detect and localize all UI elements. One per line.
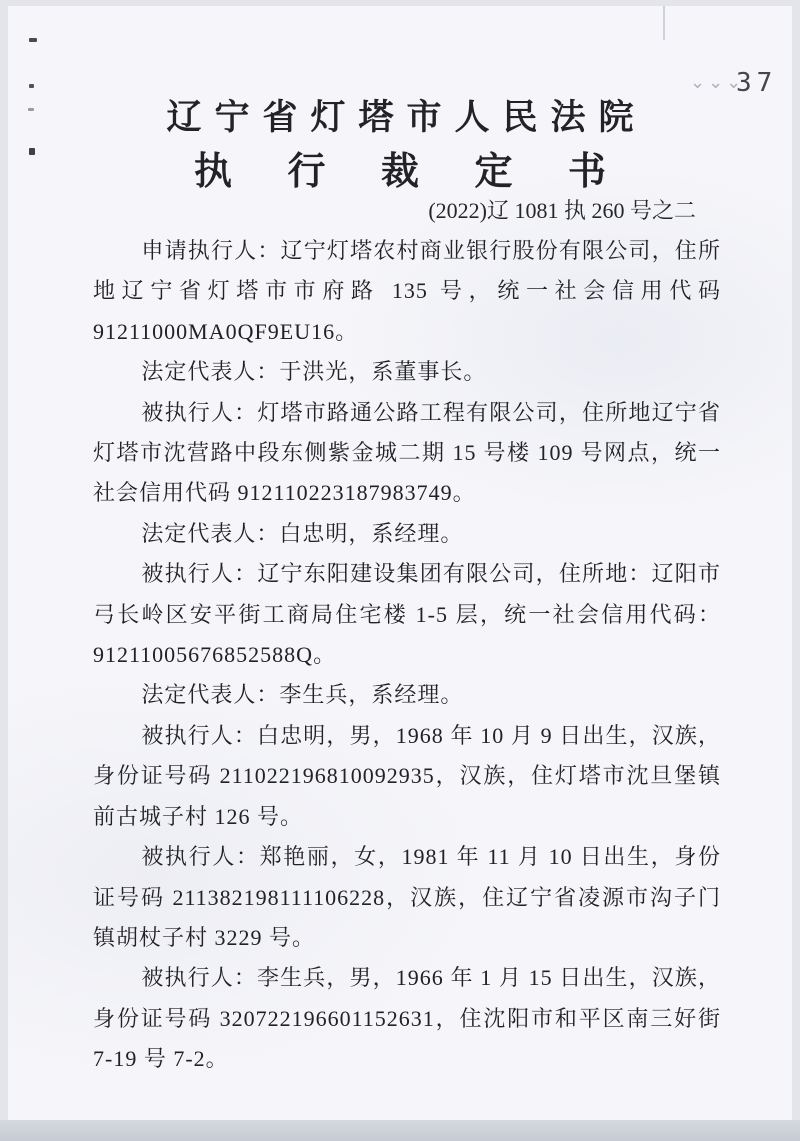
scan-fold-artifact — [663, 6, 665, 40]
legal-rep-paragraph: 法定代表人：李生兵，系经理。 — [141, 682, 464, 708]
respondent-paragraph: 被执行人：辽宁东阳建设集团有限公司，住所地：辽阳市弓长岭区安平街工商局住宅楼 1-5 层，统一社会信用代码：91211005676852588Q。 — [93, 561, 721, 668]
respondent-paragraph: 被执行人：李生兵，男，1966 年 1 月 15 日出生，汉族，身份证号码 320722196601152631，住沈阳市和平区南三好街 7-19 号 7-2。 — [93, 965, 721, 1072]
applicant-paragraph: 申请执行人：辽宁灯塔农村商业银行股份有限公司，住所地辽宁省灯塔市市府路 135 号，统一社会信用代码 91211000MA0QF9EU16。 — [93, 238, 721, 344]
binding-speck — [29, 38, 37, 42]
scanner-bottom-edge — [0, 1120, 800, 1141]
case-number: (2022)辽 1081 执 260 号之二 — [428, 198, 696, 223]
document-type-heading: 执 行 裁 定 书 — [193, 151, 629, 193]
legal-rep-paragraph: 法定代表人：白忠明，系经理。 — [141, 520, 464, 546]
binding-speck — [29, 84, 34, 88]
scanned-document-page — [8, 6, 792, 1120]
court-name-heading: 辽宁省灯塔市人民法院 — [166, 98, 647, 137]
handwritten-faint-marks: ⌄⌄⌄ — [690, 72, 745, 92]
respondent-paragraph: 被执行人：白忠明，男，1968 年 10 月 9 日出生，汉族，身份证号码 211022196810092935，汉族，住灯塔市沈旦堡镇前古城子村 126 号。 — [93, 722, 721, 829]
respondent-paragraph: 被执行人：郑艳丽，女，1981 年 11 月 10 日出生，身份证号码 211382198111106228，汉族，住辽宁省凌源市沟子门镇胡杖子村 3229 号。 — [93, 844, 721, 950]
legal-rep-paragraph: 法定代表人：于洪光，系董事长。 — [141, 359, 487, 385]
page-number: 37 — [736, 68, 778, 98]
document-body — [93, 231, 721, 1080]
respondent-paragraph: 被执行人：灯塔市路通公路工程有限公司，住所地辽宁省灯塔市沈营路中段东侧紫金城二期 15 号楼 109 号网点，统一社会信用代码 912110223187983749。 — [93, 399, 721, 506]
